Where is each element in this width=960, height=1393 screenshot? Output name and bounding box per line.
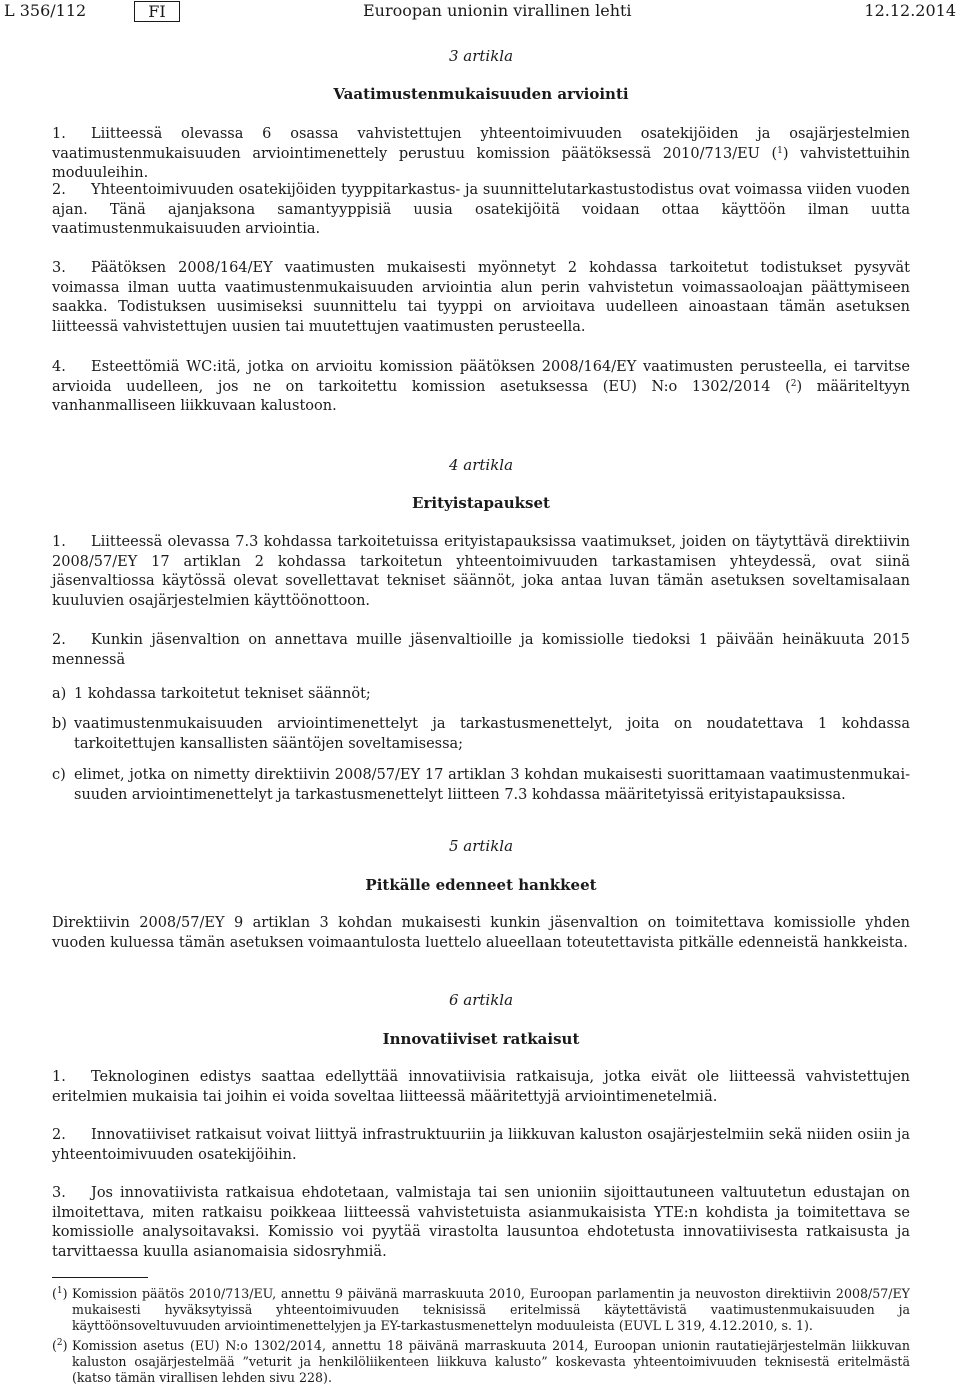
article-3-paragraph-4: [52, 358, 910, 417]
article-3-title: Vaatimustenmukaisuuden arviointi: [333, 85, 629, 103]
paragraph-number: 1.: [52, 1069, 66, 1085]
list-item-c: [52, 766, 910, 805]
paragraph-number: 2.: [52, 182, 66, 198]
paragraph-text: Yhteentoimivuuden osatekijöiden tyyppitarkastus- ja suunnittelutarkastustodistus ovat voimassa viiden vuoden ajan. Tänä ajanjaksona samantyyppisiä uusia osatekijöitä voidaan ottaa käyttöön ilman uutta vaatimustenmukaisuuden arviointia.: [52, 182, 910, 238]
list-item-label: b): [52, 716, 67, 732]
list-item-b: [52, 715, 910, 754]
paragraph-number: 3.: [52, 1185, 66, 1201]
paragraph-number: 1.: [52, 126, 66, 142]
list-item-text: vaatimustenmukaisuuden arviointimenettelyt ja tarkastusmenettelyt, joita on noudatettava 1 kohdassa tarkoitettujen kansallisten sääntöjen soveltamisessa;: [74, 716, 910, 752]
list-item-label: c): [52, 767, 66, 783]
paragraph-text: Liitteessä olevassa 7.3 kohdassa tarkoitetuissa erityistapauksissa vaatimukset, joiden on täytyttävä direktiivin 2008/57/EY 17 artiklan 2 kohdassa tarkoitetun yhteentoimivuuden tarkastamisen yhteydessä, ovat siinä jäsenvaltiossa käytössä olevat sovellettavat tekniset säännöt, joka antaa luvan tämän asetuksen soveltamisalaan kuuluvien osajärjestelmien käyttöönottoon.: [52, 534, 910, 610]
footnote-reference[interactable]: 2: [790, 378, 797, 389]
article-4-title: Erityistapaukset: [412, 494, 550, 512]
article-4-heading: 4 artikla: [448, 456, 514, 474]
paragraph-number: 2.: [52, 632, 66, 648]
language-code-box: FI: [134, 1, 180, 22]
article-3-heading: 3 artikla: [448, 47, 514, 65]
footnote-mark: ($^1$): [52, 1286, 68, 1301]
footnote-text: Komission asetus (EU) N:o 1302/2014, annettu 18 päivänä marraskuuta 2014, Euroopan unionin rautatiejärjestelmän liikkuvan kaluston osajärjestelmää ”veturit ja henkilöliikenteen liikkuva kalusto” koskevasta yhteentoimivuuden teknisestä eritelmästä (katso tämän virallisen lehden sivu 228).: [72, 1338, 910, 1385]
paragraph-text: Teknologinen edistys saattaa edellyttää innovatiivisia ratkaisuja, jotka eivät ole liitteessä vahvistettujen eritelmien mukaisia tai joihin ei voida soveltaa liitteessä määritettyjä arviointimenetelmiä.: [52, 1069, 910, 1105]
article-6-title: Innovatiiviset ratkaisut: [382, 1030, 580, 1048]
paragraph-number: 2.: [52, 1127, 66, 1143]
paragraph-text-cont: ) määriteltyyn vanhanmalliseen liikkuvaan kalustoon.: [52, 378, 910, 415]
footnote-1: [52, 1286, 910, 1334]
paragraph-text: Jos innovatiivista ratkaisua ehdotetaan, valmistaja tai sen unioniin sijoittautuneen valtuutetun edustajan on ilmoitettava, miten ratkaisu poikkeaa liitteessä vahvistetuista asianmukaisista YTE:n kohdista ja toimitettava se komissiolle analysoitavaksi. Komissio voi pyytää virastolta lausuntoa ehdotetusta innovatiivisesta ratkaisusta ja tarvittaessa kuulla asianomaisia sidosryhmiä.: [52, 1185, 910, 1261]
paragraph-text-cont: ) vahvistettuihin moduuleihin.: [52, 145, 910, 182]
article-6-heading: 6 artikla: [448, 991, 514, 1009]
paragraph-text: Kunkin jäsenvaltion on annettava muille jäsenvaltioille ja komissiolle tiedoksi 1 päivään heinäkuuta 2015 mennessä: [52, 632, 910, 668]
article-5-paragraph: Direktiivin 2008/57/EY 9 artiklan 3 kohdan mukaisesti kunkin jäsenvaltion on toimitettava komissiolle yhden vuoden kuluessa tämän asetuksen voimaantulosta luettelo alueellaan toteutettavista pitkälle edenneistä hankkeista.: [52, 915, 910, 951]
paragraph-number: 4.: [52, 359, 66, 375]
paragraph-number: 1.: [52, 534, 66, 550]
article-5-title: Pitkälle edenneet hankkeet: [365, 876, 597, 894]
paragraph-text: Esteettömiä WC:itä, jotka on arvioitu komission päätöksen 2008/164/EY vaatimusten perusteella, ei tarvitse arvioida uudelleen, jos ne on tarkoitettu komission asetuksessa (EU) N:o 1302/2014 (: [52, 359, 910, 395]
footnote-2: [52, 1338, 910, 1386]
list-item-label: a): [52, 686, 67, 702]
footnote-mark: ($^2$): [52, 1338, 68, 1353]
article-3-paragraph-3: [52, 259, 910, 338]
publication-date: 12.12.2014: [864, 1, 956, 20]
footnote-reference[interactable]: 1: [777, 145, 783, 156]
list-item-text: 1 kohdassa tarkoitetut tekniset säännöt;: [74, 686, 371, 702]
paragraph-number: 3.: [52, 260, 66, 276]
article-4-paragraph-2: [52, 631, 910, 670]
article-6-paragraph-1: [52, 1068, 910, 1107]
article-3-paragraph-2: [52, 181, 910, 240]
paragraph-text: Liitteessä olevassa 6 osassa vahvistettujen yhteentoimivuuden osatekijöiden ja osajärjestelmien vaatimustenmukaisuuden arviointimenettely perustuu komission päätöksessä 2010/713/EU (: [52, 126, 910, 162]
footnote-text: Komission päätös 2010/713/EU, annettu 9 päivänä marraskuuta 2010, Euroopan parlamentin ja neuvoston direktiivin 2008/57/EY mukaisesti hyväksytyissä yhteentoimivuuden teknisissä eritelmissä käytettävistä vaatimustenmukaisuuden ja käyttöönsoveltuvuuden arviointimenettelyjen ja EY-tarkastusmenettelyn moduuleista (EUVL L 319, 4.12.2010, s. 1).: [72, 1286, 910, 1333]
paragraph-text: Innovatiiviset ratkaisut voivat liittyä infrastruktuuriin ja liikkuvan kaluston osajärjestelmiin sekä niiden osiin ja yhteentoimivuuden osatekijöihin.: [52, 1127, 910, 1163]
paragraph-text: Päätöksen 2008/164/EY vaatimusten mukaisesti myönnetyt 2 kohdassa tarkoitetut todistukset pysyvät voimassa ilman uutta vaatimustenmukaisuuden arviointia alun perin vahvistetun voimassaoloajan päättymiseen saakka. Todistuksen uusimiseksi suunnittelu tai tyyppi on arvioitava uudelleen ainoastaan tämän asetuksen liitteessä vahvistettujen uusien tai muutettujen vaatimusten perusteella.: [52, 260, 910, 336]
article-6-paragraph-2: [52, 1126, 910, 1165]
article-3-paragraph-1: [52, 125, 910, 184]
article-6-paragraph-3: [52, 1184, 910, 1263]
article-5-heading: 5 artikla: [448, 837, 514, 855]
list-item-text: elimet, jotka on nimetty direktiivin 2008/57/EY 17 artiklan 3 kohdan mukaisesti suorittamaan vaatimustenmukaisuuden arviointimenettelyt ja tarkastusmenettelyt liitteen 7.3 kohdassa määritetyissä erityistapauksissa.: [74, 767, 910, 803]
journal-title: Euroopan unionin virallinen lehti: [363, 1, 632, 20]
journal-header: [0, 0, 960, 26]
footnote-separator: [52, 1277, 148, 1278]
list-item-a: [52, 685, 910, 705]
article-4-paragraph-1: [52, 533, 910, 612]
page-reference: L 356/112: [4, 1, 87, 20]
